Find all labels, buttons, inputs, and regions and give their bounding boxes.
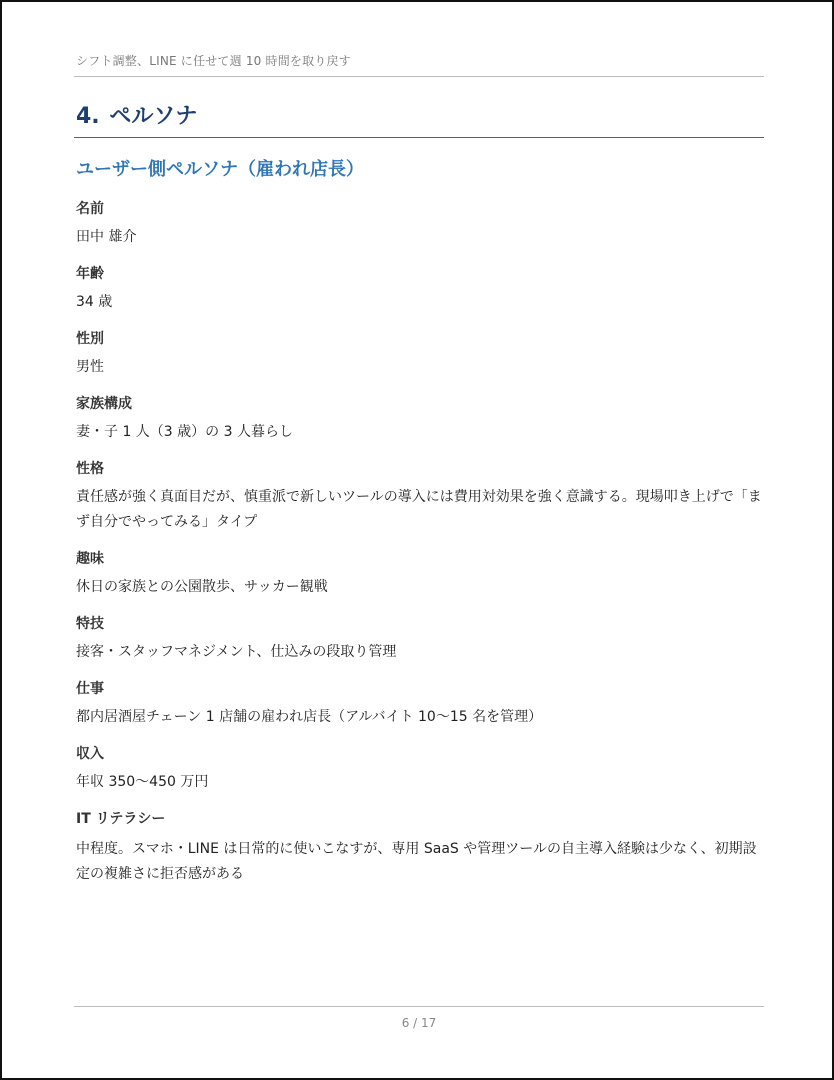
field-value-family: 妻・子 1 人（3 歳）の 3 人暮らし [76,424,293,440]
field-label-hobbies: 趣味 [76,551,104,567]
field-value-name: 田中 雄介 [76,229,137,245]
field-value-it-literacy: 中程度。スマホ・LINE は日常的に使いこなすが、専用 SaaS や管理ツールの自主導入経験は少なく、初期設定の複雑さに拒否感がある [76,841,757,882]
footer-divider [74,1006,764,1007]
field-value-income: 年収 350〜450 万円 [76,774,209,790]
field-label-income: 収入 [76,746,104,762]
field-value-job: 都内居酒屋チェーン 1 店舗の雇われ店長（アルバイト 10〜15 名を管理） [76,709,543,725]
field-label-gender: 性別 [76,331,104,347]
section-number: 4. [76,104,100,129]
field-value-age: 34 歳 [76,294,113,310]
persona-heading: ユーザー側ペルソナ（雇われ店長） [76,159,364,180]
header-divider [74,76,764,77]
running-header: シフト調整、LINE に任せて週 10 時間を取り戻す [76,54,351,68]
section-title [76,102,197,132]
field-label-age: 年齢 [76,266,104,282]
field-value-hobbies: 休日の家族との公園散歩、サッカー観戦 [76,579,328,595]
field-value-skills: 接客・スタッフマネジメント、仕込みの段取り管理 [76,644,397,660]
section-title-text: ペルソナ [109,104,198,129]
field-label-name: 名前 [76,201,104,217]
field-label-job: 仕事 [76,681,104,697]
field-label-skills: 特技 [76,616,104,632]
field-label-family: 家族構成 [76,396,132,412]
field-value-personality: 責任感が強く真面目だが、慎重派で新しいツールの導入には費用対効果を強く意識する。現場叩き上げで「まず自分でやってみる」タイプ [76,489,762,530]
field-value-gender: 男性 [76,359,104,375]
section-title-divider [74,137,764,138]
page-number: 6 / 17 [401,1016,437,1030]
field-label-personality: 性格 [76,461,104,477]
field-label-it-literacy: IT リテラシー [76,811,166,827]
